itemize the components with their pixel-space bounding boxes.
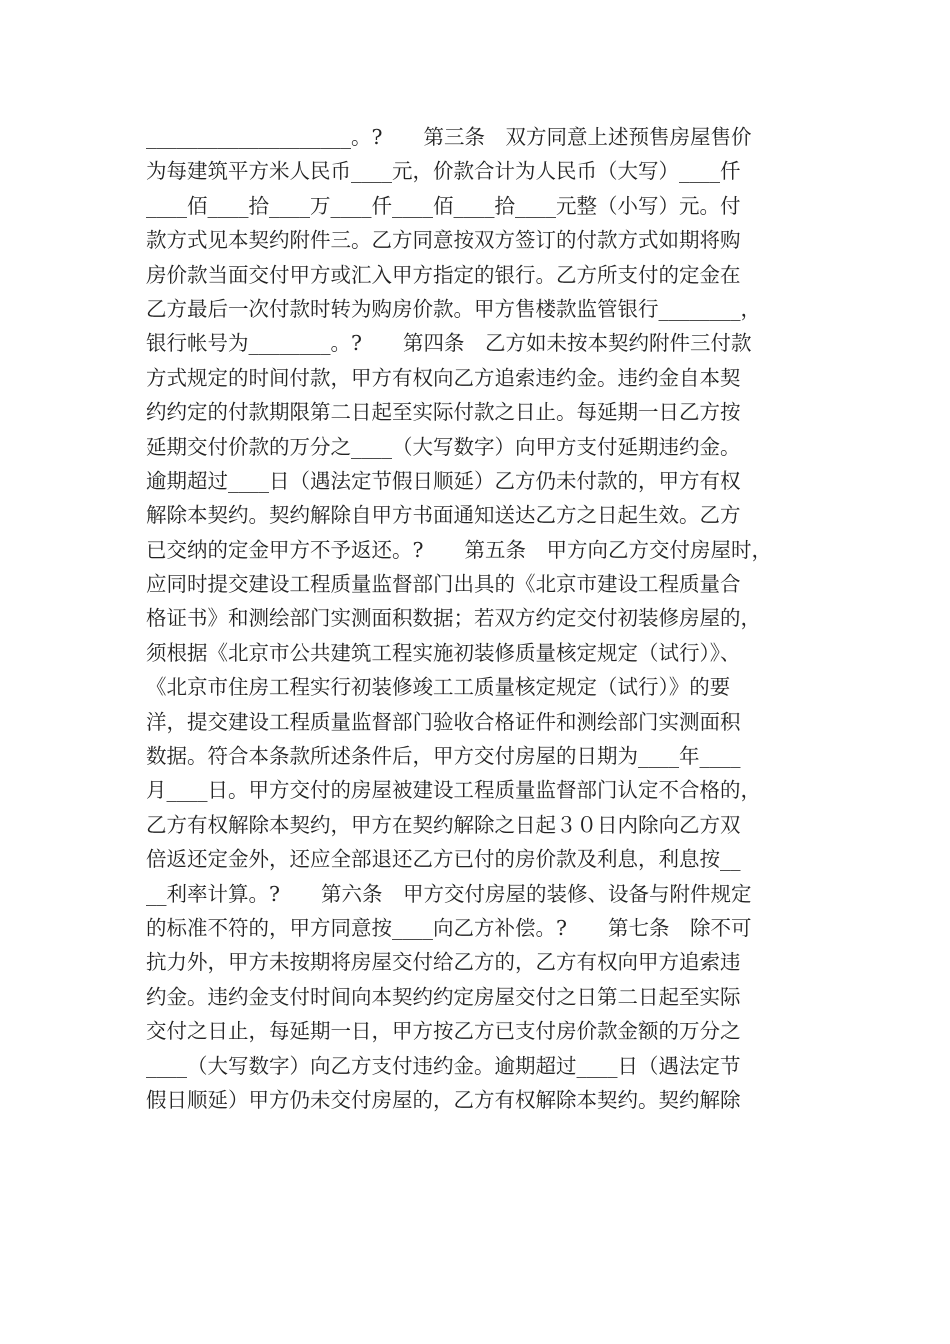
text-line: 数据。符合本条款所述条件后，甲方交付房屋的日期为____年____ [146, 744, 741, 769]
text-line: 抗力外，甲方未按期将房屋交付给乙方的，乙方有权向甲方追索违 [146, 950, 741, 975]
text-line: 格证书》和测绘部门实测面积数据；若双方约定交付初装修房屋的， [146, 606, 761, 631]
text-line: 须根据《北京市公共建筑工程实施初装修质量核定规定（试行）》、 [146, 640, 741, 665]
text-line: 银行帐号为________。? 第四条 乙方如未按本契约附件三付款 [146, 331, 752, 356]
text-line: 延期交付价款的万分之____（大写数字）向甲方支付延期违约金。 [146, 434, 741, 459]
contract-text-block [146, 120, 806, 1117]
text-line: ____（大写数字）向乙方支付违约金。逾期超过____日（遇法定节 [146, 1053, 741, 1078]
text-line: 假日顺延）甲方仍未交付房屋的，乙方有权解除本契约。契约解除 [146, 1087, 741, 1112]
text-line: 逾期超过____日（遇法定节假日顺延）乙方仍未付款的，甲方有权 [146, 468, 741, 493]
text-line: 应同时提交建设工程质量监督部门出具的《北京市建设工程质量合 [146, 572, 741, 597]
text-line: 乙方最后一次付款时转为购房价款。甲方售楼款监管银行________， [146, 296, 761, 321]
text-line: 款方式见本契约附件三。乙方同意按双方签订的付款方式如期将购 [146, 228, 741, 253]
text-line: 乙方有权解除本契约，甲方在契约解除之日起３０日内除向乙方双 [146, 812, 741, 837]
text-line: ____________________。? 第三条 双方同意上述预售房屋售价 [146, 125, 752, 149]
text-line: 约约定的付款期限第二日起至实际付款之日止。每延期一日乙方按 [146, 400, 741, 425]
text-line: 为每建筑平方米人民币____元，价款合计为人民币（大写）____仟 [146, 159, 741, 184]
text-line: 洋，提交建设工程质量监督部门验收合格证件和测绘部门实测面积 [146, 709, 741, 734]
text-line: 倍返还定金外，还应全部退还乙方已付的房价款及利息，利息按__ [146, 847, 741, 872]
text-line: ____佰____拾____万____仟____佰____拾____元整（小写）元。付 [146, 193, 741, 218]
text-line: 交付之日止，每延期一日，甲方按乙方已支付房价款金额的万分之 [146, 1019, 741, 1044]
text-line: 月____日。甲方交付的房屋被建设工程质量监督部门认定不合格的， [146, 778, 761, 803]
text-line: 约金。违约金支付时间向本契约约定房屋交付之日第二日起至实际 [146, 984, 741, 1009]
text-line: 解除本契约。契约解除自甲方书面通知送达乙方之日起生效。乙方 [146, 503, 741, 528]
text-line: 《北京市住房工程实行初装修竣工工质量核定规定（试行）》的要 [146, 675, 731, 700]
text-line: 已交纳的定金甲方不予返还。? 第五条 甲方向乙方交付房屋时， [146, 537, 772, 562]
text-line: 方式规定的时间付款，甲方有权向乙方追索违约金。违约金自本契 [146, 365, 741, 390]
text-line: 房价款当面交付甲方或汇入甲方指定的银行。乙方所支付的定金在 [146, 262, 741, 287]
text-line: __利率计算。? 第六条 甲方交付房屋的装修、设备与附件规定 [146, 881, 752, 906]
text-line: 的标准不符的，甲方同意按____向乙方补偿。? 第七条 除不可 [146, 915, 752, 940]
